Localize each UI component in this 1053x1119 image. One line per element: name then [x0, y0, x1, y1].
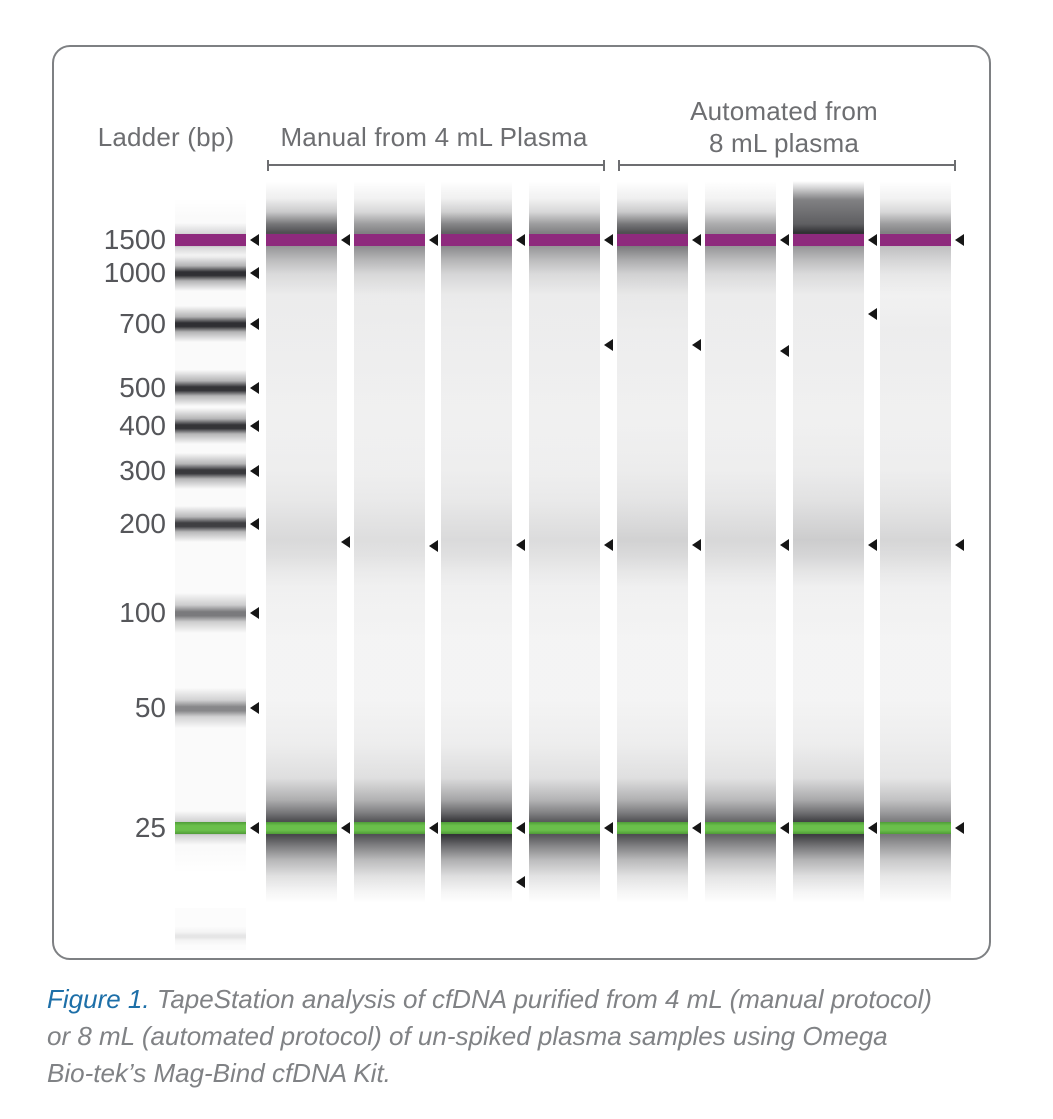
upper-marker-band	[175, 234, 246, 246]
ladder-value-400: 400	[119, 410, 166, 441]
band-marker-icon	[516, 539, 525, 551]
gel-lane-8	[880, 181, 951, 903]
band-marker-icon	[250, 420, 259, 432]
ladder-header: Ladder (bp)	[97, 122, 235, 152]
lower-marker-band	[880, 822, 951, 834]
upper-marker-band	[441, 234, 512, 246]
band-marker-icon	[604, 234, 613, 246]
group-header-automated-line1: Automated from	[690, 96, 878, 126]
ladder-band-300	[175, 453, 246, 489]
ladder-value-100: 100	[119, 597, 166, 628]
band-marker-icon	[429, 234, 438, 246]
upper-marker-band	[705, 234, 776, 246]
figure-caption	[47, 981, 987, 1092]
band-marker-icon	[516, 234, 525, 246]
lower-marker-band	[529, 822, 600, 834]
ladder-value-1000: 1000	[103, 257, 166, 288]
gel-lane-5	[617, 181, 688, 903]
band-marker-icon	[955, 822, 964, 834]
ladder-band-200	[175, 506, 246, 542]
upper-marker-band	[793, 234, 864, 246]
figure-caption-label: Figure 1.	[47, 984, 150, 1014]
band-marker-icon	[692, 539, 701, 551]
ladder-band-100	[175, 593, 246, 633]
gel-lane-1	[266, 181, 337, 903]
band-marker-icon	[604, 822, 613, 834]
upper-marker-band	[266, 234, 337, 246]
band-marker-icon	[516, 876, 525, 888]
ladder-value-300: 300	[119, 455, 166, 486]
ladder-band-400	[175, 408, 246, 444]
band-marker-icon	[250, 382, 259, 394]
band-marker-icon	[692, 339, 701, 351]
band-marker-icon	[250, 234, 259, 246]
ladder-band-500	[175, 370, 246, 406]
band-marker-icon	[604, 539, 613, 551]
lower-marker-band	[175, 822, 246, 834]
band-marker-icon	[868, 822, 877, 834]
ladder-value-500: 500	[119, 372, 166, 403]
ladder-value-200: 200	[119, 508, 166, 539]
band-marker-icon	[341, 822, 350, 834]
band-marker-icon	[955, 234, 964, 246]
band-marker-icon	[341, 234, 350, 246]
band-marker-icon	[429, 540, 438, 552]
figure-caption-line1: TapeStation analysis of cfDNA purified from 4 mL (manual protocol)	[156, 984, 932, 1014]
band-marker-icon	[341, 536, 350, 548]
band-marker-icon	[868, 539, 877, 551]
lower-marker-band	[705, 822, 776, 834]
band-marker-icon	[250, 465, 259, 477]
gel-lane-3	[441, 181, 512, 903]
gel-lane-4	[529, 181, 600, 903]
band-marker-icon	[955, 539, 964, 551]
gel-lane-6	[705, 181, 776, 903]
band-marker-icon	[692, 822, 701, 834]
lower-marker-band	[266, 822, 337, 834]
lower-marker-band	[793, 822, 864, 834]
gel-lane-7	[793, 181, 864, 903]
band-marker-icon	[780, 822, 789, 834]
group-header-automated-line2: 8 mL plasma	[708, 128, 860, 158]
upper-marker-band	[529, 234, 600, 246]
ladder-value-25: 25	[134, 812, 166, 843]
band-marker-icon	[868, 308, 877, 320]
upper-marker-band	[617, 234, 688, 246]
figure-caption-line3: Bio-tek’s Mag-Bind cfDNA Kit.	[47, 1058, 391, 1088]
band-marker-icon	[250, 318, 259, 330]
figure-caption-line2: or 8 mL (automated protocol) of un-spiked plasma samples using Omega	[47, 1021, 888, 1051]
band-marker-icon	[250, 822, 259, 834]
band-marker-icon	[604, 339, 613, 351]
ladder-faint-band	[175, 926, 246, 946]
band-marker-icon	[780, 539, 789, 551]
group-header-manual-line: Manual from 4 mL Plasma	[280, 122, 588, 152]
upper-marker-band	[880, 234, 951, 246]
gel-lane-2	[354, 181, 425, 903]
lower-marker-band	[617, 822, 688, 834]
band-marker-icon	[868, 234, 877, 246]
ladder-value-1500: 1500	[103, 224, 166, 255]
band-marker-icon	[250, 607, 259, 619]
ladder-band-700	[175, 306, 246, 342]
band-marker-icon	[250, 518, 259, 530]
band-marker-icon	[250, 702, 259, 714]
band-marker-icon	[692, 234, 701, 246]
band-marker-icon	[429, 822, 438, 834]
band-marker-icon	[780, 345, 789, 357]
band-marker-icon	[516, 822, 525, 834]
ladder-band-1000	[175, 255, 246, 291]
upper-marker-band	[354, 234, 425, 246]
ladder-band-50	[175, 688, 246, 728]
ladder-value-700: 700	[119, 308, 166, 339]
ladder-value-50: 50	[134, 692, 166, 723]
lower-marker-band	[354, 822, 425, 834]
lower-marker-band	[441, 822, 512, 834]
band-marker-icon	[780, 234, 789, 246]
band-marker-icon	[250, 267, 259, 279]
